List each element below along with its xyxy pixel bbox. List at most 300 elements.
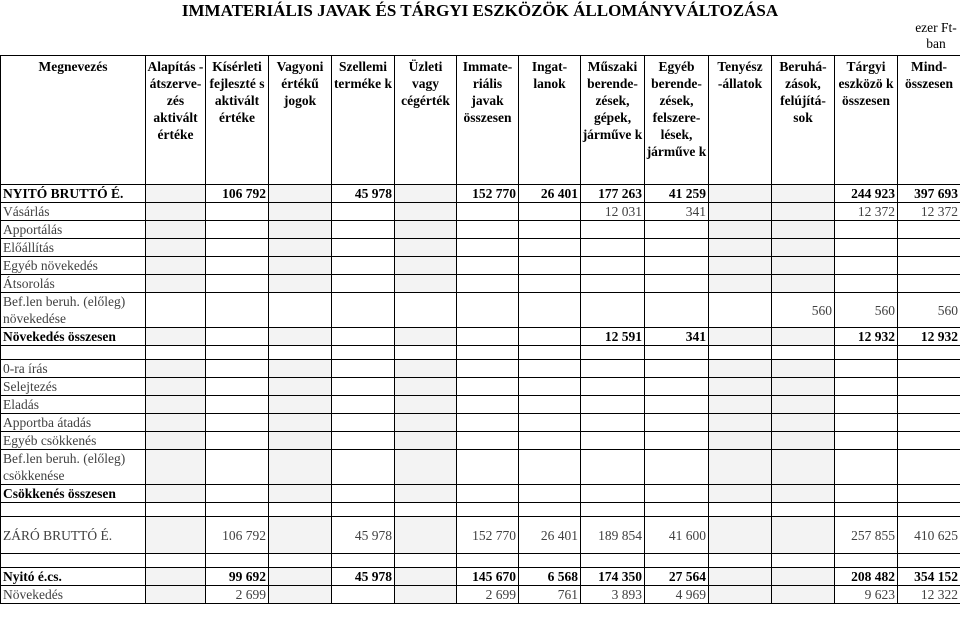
table-cell: 560 [835, 293, 898, 328]
table-cell [269, 432, 332, 450]
table-cell: 341 [645, 203, 709, 221]
table-cell [269, 221, 332, 239]
table-cell: 41 259 [645, 185, 709, 203]
table-cell: 45 978 [332, 517, 395, 554]
table-cell [898, 360, 960, 378]
table-cell [709, 346, 772, 360]
table-row [1, 503, 960, 517]
table-row [1, 275, 960, 293]
row-label: Apportálás [1, 221, 146, 239]
table-cell [206, 378, 269, 396]
table-cell [146, 275, 206, 293]
table-cell [519, 257, 581, 275]
table-cell: 2 699 [457, 586, 519, 604]
table-cell [581, 432, 645, 450]
table-cell: 41 600 [645, 517, 709, 554]
table-cell [835, 485, 898, 503]
table-cell [206, 554, 269, 568]
table-cell [709, 517, 772, 554]
table-cell [581, 396, 645, 414]
table-cell: 354 152 [898, 568, 960, 586]
table-cell [146, 293, 206, 328]
table-cell [519, 450, 581, 485]
table-cell [206, 503, 269, 517]
table-row [1, 346, 960, 360]
table-cell [395, 221, 457, 239]
table-cell [581, 346, 645, 360]
table-cell [772, 414, 835, 432]
table-cell [835, 396, 898, 414]
column-header: Mind-összesen [898, 56, 960, 185]
table-cell [898, 275, 960, 293]
table-row [1, 185, 960, 203]
table-cell [332, 221, 395, 239]
table-cell [269, 203, 332, 221]
table-cell [898, 432, 960, 450]
row-label [1, 503, 146, 517]
table-cell [332, 239, 395, 257]
table-cell [709, 293, 772, 328]
row-label: Apportba átadás [1, 414, 146, 432]
table-cell [395, 257, 457, 275]
table-cell [395, 185, 457, 203]
table-row [1, 378, 960, 396]
column-header: Megnevezés [1, 56, 146, 185]
table-cell [332, 554, 395, 568]
table-cell [457, 450, 519, 485]
table-cell [457, 275, 519, 293]
table-cell [519, 396, 581, 414]
table-cell [709, 239, 772, 257]
table-cell [395, 554, 457, 568]
table-cell [645, 378, 709, 396]
table-row [1, 396, 960, 414]
table-cell [645, 239, 709, 257]
table-cell [835, 414, 898, 432]
table-cell [898, 503, 960, 517]
table-cell [581, 414, 645, 432]
table-cell [645, 346, 709, 360]
table-cell: 257 855 [835, 517, 898, 554]
table-cell [709, 432, 772, 450]
table-row [1, 568, 960, 586]
table-cell: 12 372 [835, 203, 898, 221]
table-cell [835, 554, 898, 568]
table-row [1, 360, 960, 378]
column-header: Üzleti vagy cégérték [395, 56, 457, 185]
table-cell [835, 432, 898, 450]
row-label [1, 346, 146, 360]
table-cell: 2 699 [206, 586, 269, 604]
table-cell [581, 503, 645, 517]
table-cell [772, 360, 835, 378]
table-cell [395, 517, 457, 554]
table-cell [835, 239, 898, 257]
table-cell [332, 503, 395, 517]
table-cell [835, 257, 898, 275]
table-cell [146, 517, 206, 554]
table-cell [395, 485, 457, 503]
table-cell [206, 239, 269, 257]
table-cell [772, 396, 835, 414]
table-cell [206, 360, 269, 378]
table-cell [709, 503, 772, 517]
table-row [1, 586, 960, 604]
table-cell [206, 328, 269, 346]
table-cell [457, 203, 519, 221]
row-label: Egyéb növekedés [1, 257, 146, 275]
table-cell [206, 450, 269, 485]
table-cell [709, 275, 772, 293]
table-cell: 12 932 [835, 328, 898, 346]
table-cell: 99 692 [206, 568, 269, 586]
table-cell [332, 275, 395, 293]
table-cell [269, 185, 332, 203]
table-cell [395, 239, 457, 257]
table-cell [709, 185, 772, 203]
table-cell [146, 586, 206, 604]
table-cell: 174 350 [581, 568, 645, 586]
column-header: Immate-riális javak összesen [457, 56, 519, 185]
table-cell [898, 450, 960, 485]
table-cell [395, 586, 457, 604]
table-cell [709, 450, 772, 485]
table-row [1, 414, 960, 432]
row-label: Növekedés [1, 586, 146, 604]
table-cell [332, 450, 395, 485]
table-cell [519, 239, 581, 257]
table-cell [206, 432, 269, 450]
table-cell [898, 554, 960, 568]
table-cell [898, 346, 960, 360]
table-cell [645, 485, 709, 503]
row-label: Növekedés összesen [1, 328, 146, 346]
table-cell [457, 414, 519, 432]
table-cell [519, 378, 581, 396]
table-cell [457, 378, 519, 396]
table-cell [269, 517, 332, 554]
table-cell [898, 221, 960, 239]
table-cell [332, 485, 395, 503]
table-cell [581, 360, 645, 378]
table-row [1, 432, 960, 450]
table-cell [709, 221, 772, 239]
table-cell [772, 185, 835, 203]
table-cell [709, 485, 772, 503]
table-cell [269, 568, 332, 586]
table-cell [457, 554, 519, 568]
table-cell [519, 328, 581, 346]
table-cell [772, 346, 835, 360]
table-cell: 145 670 [457, 568, 519, 586]
table-cell [581, 239, 645, 257]
table-cell [332, 360, 395, 378]
table-cell [146, 432, 206, 450]
table-cell [395, 275, 457, 293]
table-cell [709, 554, 772, 568]
table-cell [269, 346, 332, 360]
table-cell [206, 221, 269, 239]
table-cell [206, 414, 269, 432]
table-cell [395, 293, 457, 328]
table-cell [709, 360, 772, 378]
table-cell: 26 401 [519, 185, 581, 203]
table-cell [772, 221, 835, 239]
table-cell: 106 792 [206, 517, 269, 554]
table-cell [146, 257, 206, 275]
row-label: Előállítás [1, 239, 146, 257]
column-header: Ingat-lanok [519, 56, 581, 185]
table-cell [519, 432, 581, 450]
table-cell [332, 257, 395, 275]
table-cell [146, 450, 206, 485]
column-header: Tárgyi eszközö k összesen [835, 56, 898, 185]
table-cell [269, 360, 332, 378]
row-label: Bef.len beruh. (előleg) csökkenése [1, 450, 146, 485]
table-cell [457, 485, 519, 503]
table-cell [146, 203, 206, 221]
table-cell [898, 239, 960, 257]
table-cell [457, 221, 519, 239]
table-cell [835, 275, 898, 293]
table-cell [709, 203, 772, 221]
table-cell [457, 346, 519, 360]
row-label: Nyitó é.cs. [1, 568, 146, 586]
table-row [1, 257, 960, 275]
table-row [1, 328, 960, 346]
table-cell: 45 978 [332, 185, 395, 203]
table-cell [772, 554, 835, 568]
table-cell [269, 275, 332, 293]
unit-label: ezer Ft-ban [915, 20, 957, 51]
table-cell [772, 503, 835, 517]
table-cell [835, 346, 898, 360]
table-cell [519, 221, 581, 239]
table-cell [709, 586, 772, 604]
table-cell [395, 503, 457, 517]
row-label: Egyéb csökkenés [1, 432, 146, 450]
table-cell [835, 503, 898, 517]
table-row [1, 554, 960, 568]
table-cell [457, 328, 519, 346]
table-cell [581, 275, 645, 293]
row-label: Csökkenés összesen [1, 485, 146, 503]
table-cell [519, 360, 581, 378]
table-cell [395, 378, 457, 396]
table-cell: 12 322 [898, 586, 960, 604]
table-row [1, 221, 960, 239]
table-row [1, 239, 960, 257]
page-title: IMMATERIÁLIS JAVAK ÉS TÁRGYI ESZKÖZÖK ÁLLOMÁNYVÁLTOZÁSA [181, 1, 779, 20]
table-cell [146, 328, 206, 346]
table-cell [206, 396, 269, 414]
row-label: NYITÓ BRUTTÓ É. [1, 185, 146, 203]
table-cell [146, 360, 206, 378]
column-header: Egyéb berende-zések, felszere-lések, járműve k [645, 56, 709, 185]
table-cell [206, 485, 269, 503]
table-cell [645, 450, 709, 485]
row-label: Eladás [1, 396, 146, 414]
header-row [1, 56, 960, 185]
table-cell [332, 378, 395, 396]
table-row [1, 293, 960, 328]
table-cell [269, 485, 332, 503]
table-cell: 12 031 [581, 203, 645, 221]
table-cell: 4 969 [645, 586, 709, 604]
table-cell [206, 275, 269, 293]
table-cell [269, 328, 332, 346]
table-cell [898, 257, 960, 275]
table-cell [146, 485, 206, 503]
column-header: Vagyoni értékű jogok [269, 56, 332, 185]
table-cell [146, 239, 206, 257]
column-header: Kísérleti fejleszté s aktivált értéke [206, 56, 269, 185]
table-cell [332, 346, 395, 360]
table-cell [146, 396, 206, 414]
table-cell [146, 346, 206, 360]
table-cell: 45 978 [332, 568, 395, 586]
table-cell [269, 586, 332, 604]
table-cell [645, 293, 709, 328]
table-cell [772, 432, 835, 450]
table-cell: 177 263 [581, 185, 645, 203]
table-cell [898, 396, 960, 414]
table-cell: 9 623 [835, 586, 898, 604]
table-cell [395, 328, 457, 346]
table-cell [519, 414, 581, 432]
table-cell [519, 485, 581, 503]
table-cell [709, 328, 772, 346]
table-cell [772, 568, 835, 586]
table-cell [146, 568, 206, 586]
table-cell: 12 591 [581, 328, 645, 346]
table-cell [332, 328, 395, 346]
row-label: 0-ra írás [1, 360, 146, 378]
table-cell [772, 257, 835, 275]
table-cell [395, 568, 457, 586]
table-cell [206, 346, 269, 360]
table-cell [146, 503, 206, 517]
table-cell [332, 586, 395, 604]
table-cell: 560 [898, 293, 960, 328]
table-cell [332, 432, 395, 450]
table-cell [709, 257, 772, 275]
table-cell [645, 432, 709, 450]
column-header: Tenyész -állatok [709, 56, 772, 185]
table-cell [146, 414, 206, 432]
asset-change-table [0, 55, 960, 604]
table-cell: 410 625 [898, 517, 960, 554]
table-cell [269, 378, 332, 396]
table-cell [395, 396, 457, 414]
table-cell [457, 360, 519, 378]
table-cell [835, 360, 898, 378]
table-cell: 397 693 [898, 185, 960, 203]
table-cell [395, 414, 457, 432]
table-cell [519, 203, 581, 221]
table-cell [709, 568, 772, 586]
table-cell [645, 414, 709, 432]
table-cell [457, 432, 519, 450]
row-label: Vásárlás [1, 203, 146, 221]
table-cell [332, 396, 395, 414]
table-cell [269, 450, 332, 485]
table-cell: 3 893 [581, 586, 645, 604]
table-cell [146, 185, 206, 203]
table-cell [581, 554, 645, 568]
table-cell [395, 346, 457, 360]
table-cell [146, 554, 206, 568]
table-row [1, 203, 960, 221]
table-cell [519, 275, 581, 293]
column-header: Alapítás - átszerve-zés aktivált értéke [146, 56, 206, 185]
table-cell [206, 293, 269, 328]
table-cell [772, 378, 835, 396]
table-cell: 152 770 [457, 517, 519, 554]
table-cell [457, 239, 519, 257]
table-cell [519, 503, 581, 517]
table-cell [519, 554, 581, 568]
table-cell [581, 378, 645, 396]
row-label: Átsorolás [1, 275, 146, 293]
table-cell [457, 257, 519, 275]
table-cell [519, 346, 581, 360]
table-cell: 6 568 [519, 568, 581, 586]
table-cell [269, 293, 332, 328]
table-cell [645, 503, 709, 517]
table-cell [519, 293, 581, 328]
table-cell [709, 396, 772, 414]
table-cell [772, 239, 835, 257]
table-cell [395, 360, 457, 378]
column-header: Beruhá-zások, felújítá-sok [772, 56, 835, 185]
table-cell [395, 432, 457, 450]
table-cell [898, 485, 960, 503]
table-cell [269, 414, 332, 432]
table-cell [457, 396, 519, 414]
table-cell [269, 239, 332, 257]
table-cell [395, 450, 457, 485]
table-cell: 189 854 [581, 517, 645, 554]
table-cell [835, 450, 898, 485]
table-cell [269, 554, 332, 568]
table-cell [772, 485, 835, 503]
table-cell [146, 221, 206, 239]
table-cell [835, 221, 898, 239]
row-label: Selejtezés [1, 378, 146, 396]
table-cell [772, 275, 835, 293]
table-cell [269, 503, 332, 517]
table-cell [898, 378, 960, 396]
column-header: Szellemi terméke k [332, 56, 395, 185]
table-cell [772, 450, 835, 485]
table-cell [645, 257, 709, 275]
table-cell [645, 360, 709, 378]
table-cell [772, 517, 835, 554]
table-cell [709, 378, 772, 396]
table-cell [269, 396, 332, 414]
table-cell [772, 586, 835, 604]
table-cell [709, 414, 772, 432]
table-cell [332, 203, 395, 221]
table-cell [146, 378, 206, 396]
table-cell: 26 401 [519, 517, 581, 554]
table-cell [581, 450, 645, 485]
table-row [1, 485, 960, 503]
table-cell: 106 792 [206, 185, 269, 203]
table-cell [645, 554, 709, 568]
table-cell [457, 293, 519, 328]
